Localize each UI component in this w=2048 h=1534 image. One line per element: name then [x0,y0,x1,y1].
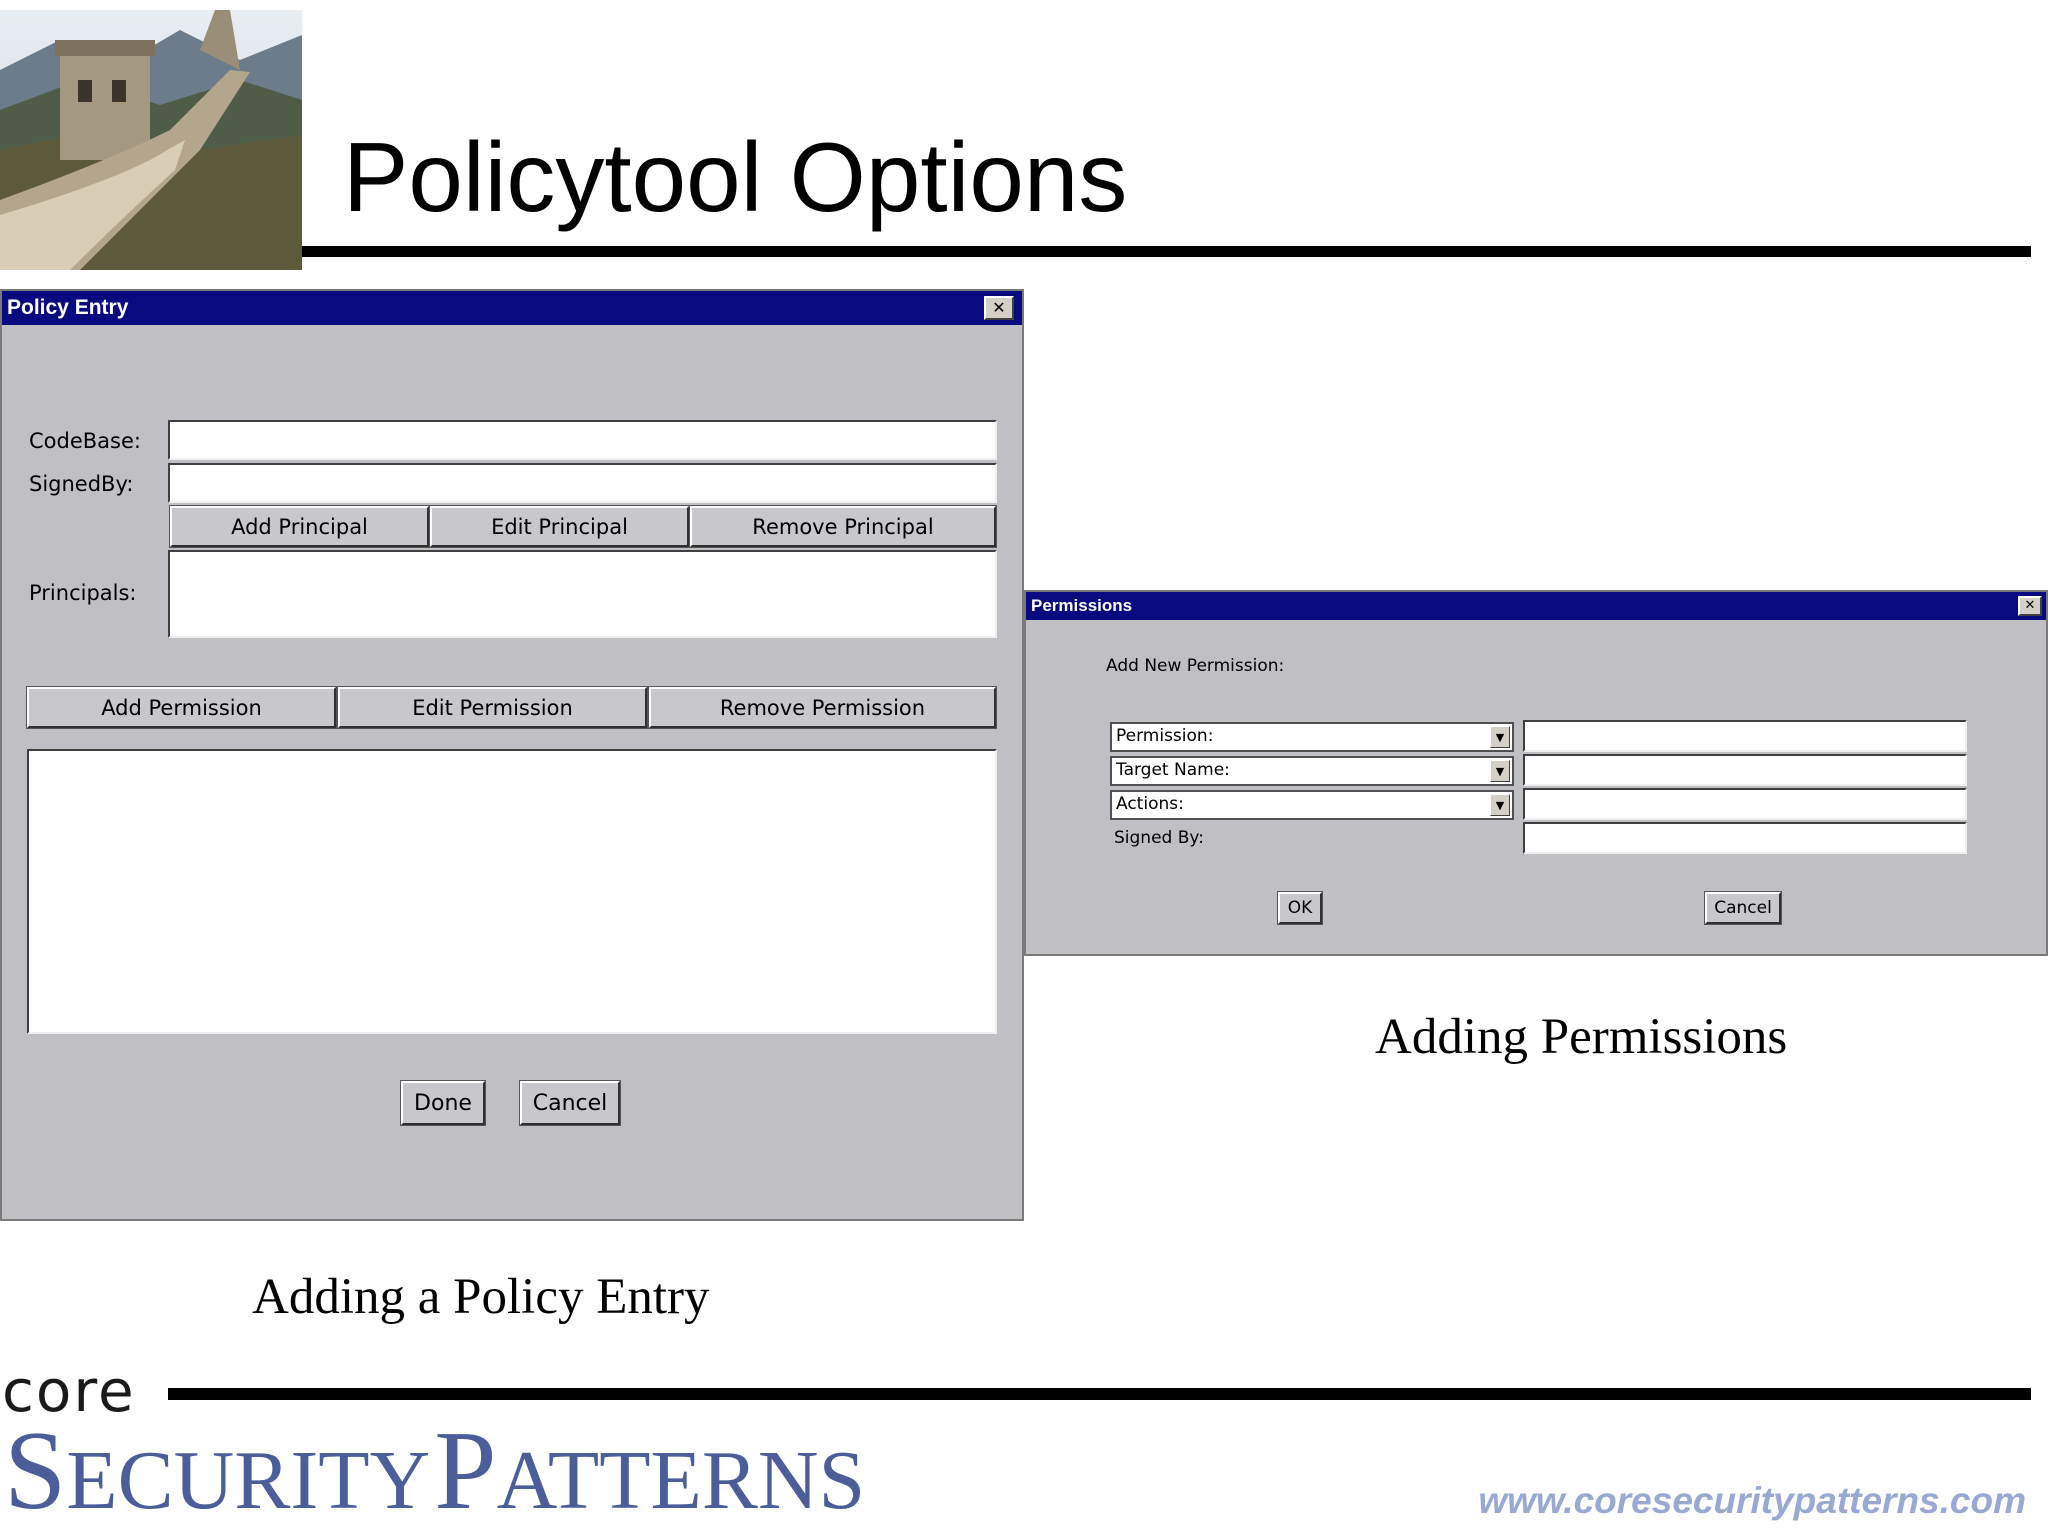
permission-select-label: Permission: [1116,726,1214,746]
title-rule [302,246,2031,257]
target-name-select-label: Target Name: [1116,760,1230,780]
chevron-down-icon[interactable]: ▼ [1490,726,1510,748]
chevron-down-icon[interactable]: ▼ [1490,760,1510,782]
ok-button[interactable]: OK [1278,892,1322,924]
policy-entry-dialog [0,289,1024,1221]
codebase-label: CodeBase: [29,429,141,453]
permission-select[interactable] [1110,722,1514,752]
cancel-button[interactable]: Cancel [520,1081,620,1125]
permissions-dialog [1024,590,2048,956]
brand-word-atterns: ATTERNS [496,1434,866,1527]
edit-permission-button[interactable]: Edit Permission [338,687,647,728]
codebase-field[interactable] [168,420,997,460]
edit-principal-button[interactable]: Edit Principal [430,506,689,547]
add-new-permission-heading: Add New Permission: [1106,656,1285,676]
brand-security-patterns-logo [4,1409,866,1533]
signed-by-label: Signed By: [1114,828,1204,848]
signedby-label: SignedBy: [29,472,134,496]
add-permission-button[interactable]: Add Permission [27,687,336,728]
brand-core-logo: core [2,1357,136,1425]
actions-select[interactable] [1110,790,1514,820]
chevron-down-icon[interactable]: ▼ [1490,794,1510,816]
remove-permission-button[interactable]: Remove Permission [649,687,996,728]
policy-entry-titlebar[interactable] [2,291,1022,325]
actions-select-label: Actions: [1116,794,1184,814]
policy-entry-title: Policy Entry [7,296,129,319]
signedby-field[interactable] [168,463,997,503]
remove-principal-button[interactable]: Remove Principal [690,506,996,547]
add-principal-button[interactable]: Add Principal [170,506,429,547]
brand-word-ecurity: ECURITY [66,1434,431,1527]
permissions-caption: Adding Permissions [1375,1009,1788,1065]
target-name-select[interactable] [1110,756,1514,786]
permissions-cancel-button[interactable]: Cancel [1705,892,1781,924]
brand-letter-s: S [4,1409,67,1533]
policy-entry-caption: Adding a Policy Entry [252,1269,710,1325]
permissions-list[interactable] [27,749,997,1034]
permissions-title: Permissions [1031,596,1133,615]
slide-title: Policytool Options [343,122,1128,232]
footer-rule [168,1388,2031,1400]
close-icon[interactable]: ✕ [984,296,1014,320]
website-link[interactable]: www.coresecuritypatterns.com [1478,1480,2026,1521]
actions-field[interactable] [1523,788,1967,820]
principals-list[interactable] [168,550,997,638]
permission-field[interactable] [1523,720,1967,752]
close-icon[interactable]: ✕ [2018,596,2042,616]
great-wall-photo [0,10,302,270]
principals-label: Principals: [29,581,137,605]
target-name-field[interactable] [1523,754,1967,786]
brand-letter-p: P [434,1409,497,1533]
done-button[interactable]: Done [401,1081,485,1125]
permissions-titlebar[interactable] [1026,592,2046,620]
signed-by-field[interactable] [1523,822,1967,854]
